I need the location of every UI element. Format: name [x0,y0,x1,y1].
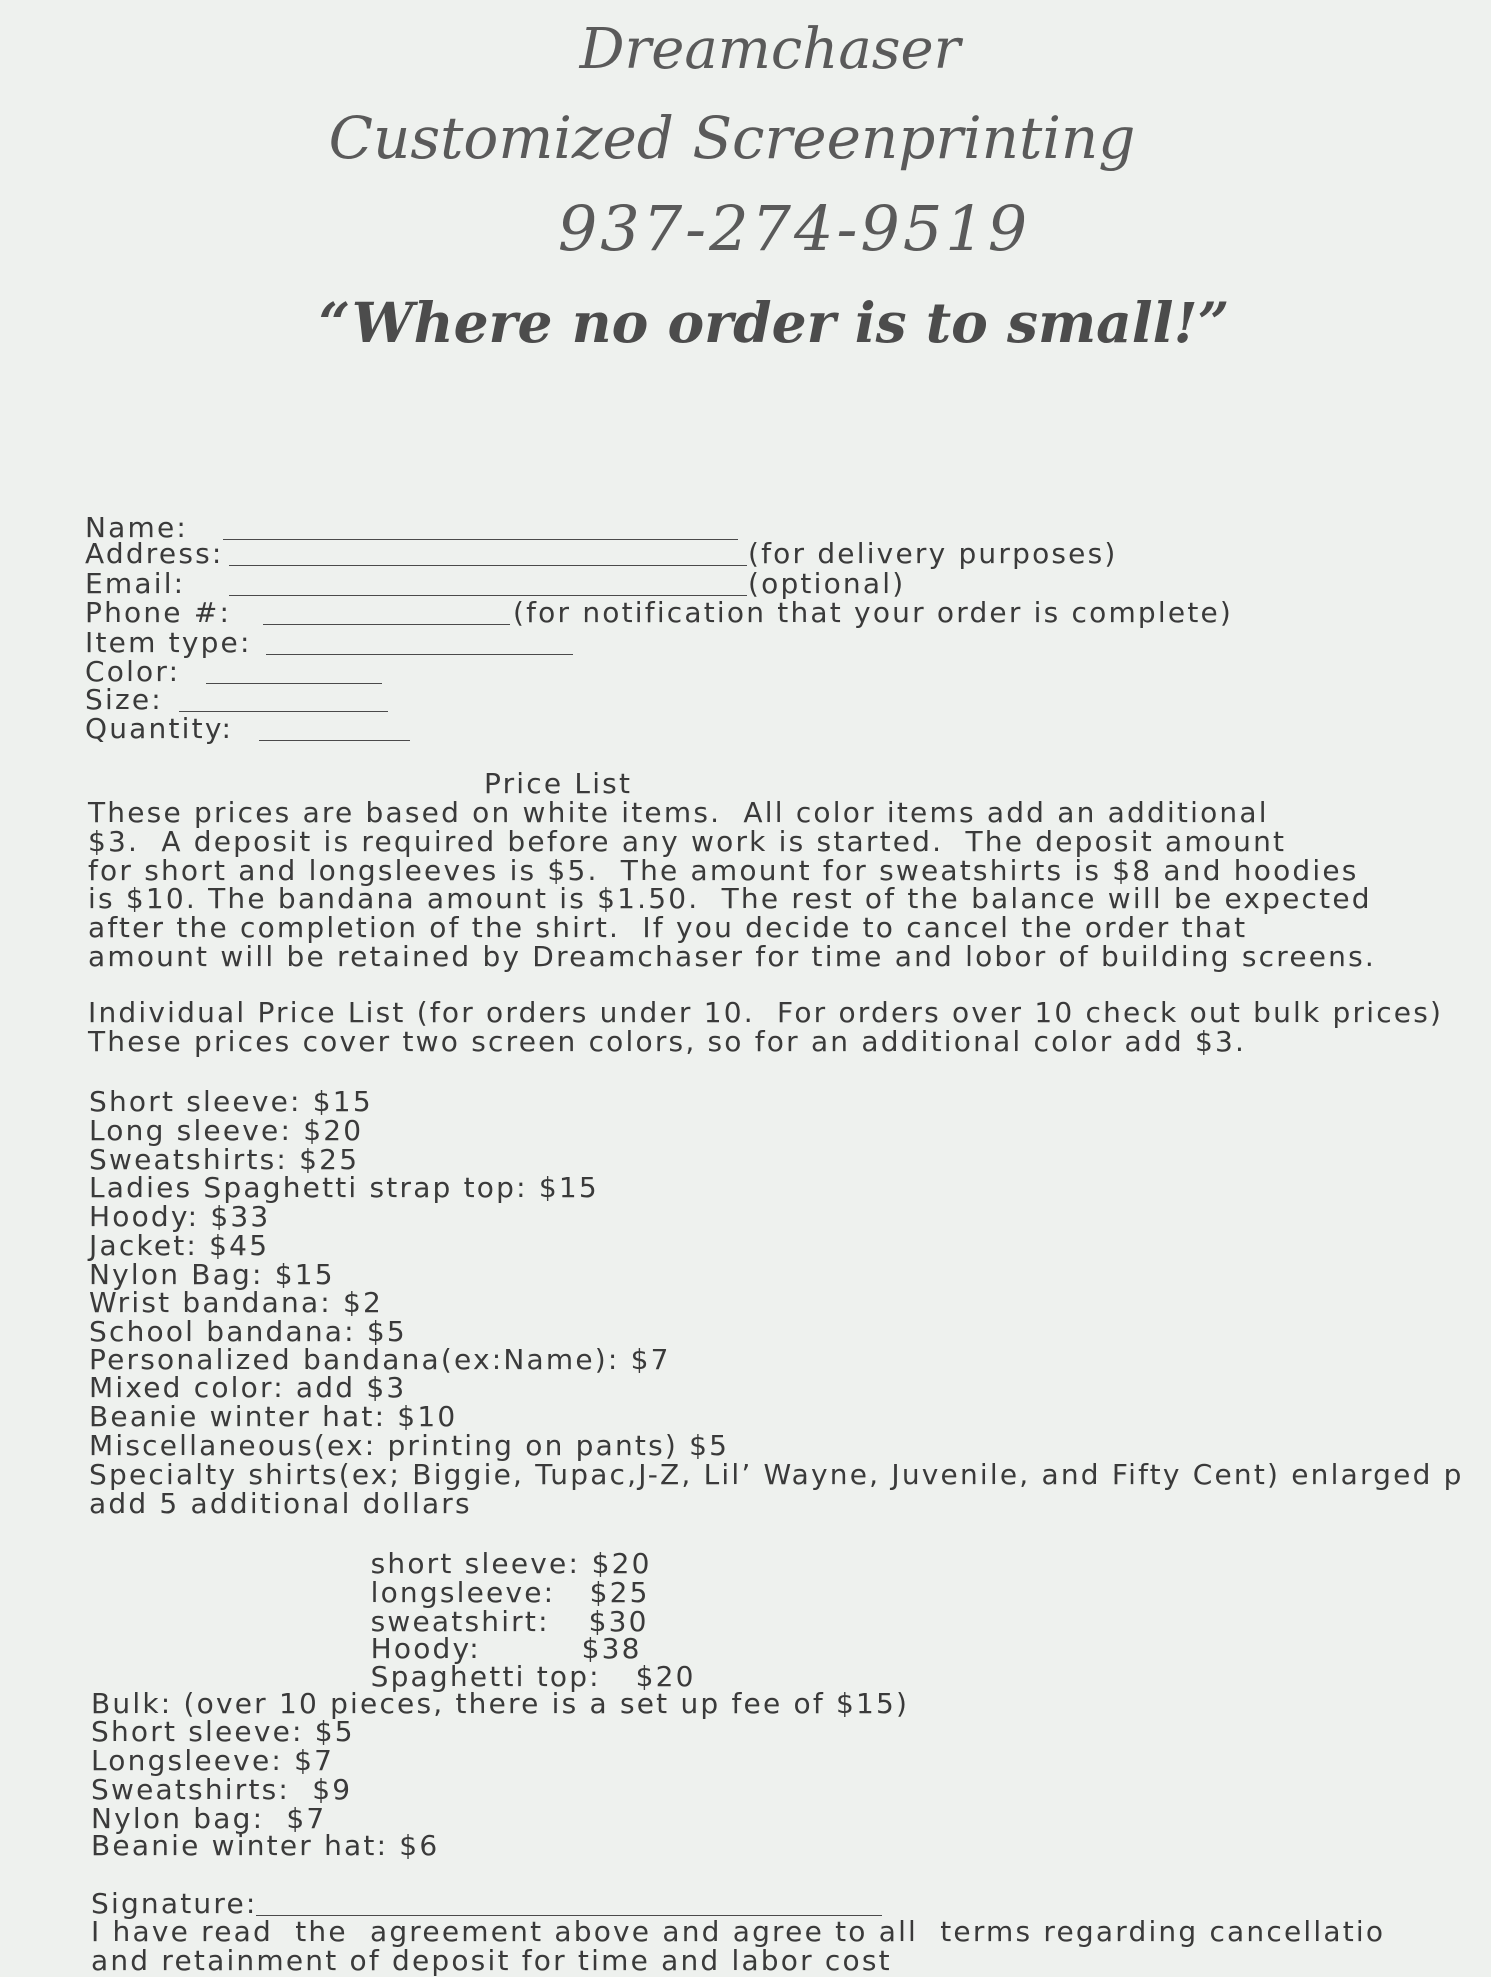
agreement-line-clip [91,1944,1491,1977]
price-item: Ladies Spaghetti strap top: $15 [89,1171,599,1204]
price-item: Miscellaneous(ex: printing on pants) $5 [89,1429,730,1462]
name-label: Name: [85,511,189,544]
individual-note: These prices cover two screen colors, so for an additional color add $3. [88,1025,1247,1058]
individual-heading: Individual Price List (for orders under 10. For orders over 10 check out bulk prices) [88,996,1444,1029]
specialty-item-price: $20 [635,1660,696,1693]
address-label: Address: [85,537,224,570]
email-input[interactable] [229,568,747,596]
bulk-item: Nylon bag: $7 [91,1802,327,1835]
phone-input[interactable] [263,597,510,625]
agreement-line: I have read the agreement above and agree to all terms regarding cancellatio [91,1915,1386,1948]
specialty-price-row [304,1629,696,1693]
specialty-price-row [304,1516,652,1580]
price-terms-line: for short and longsleeves is $5. The amount for sweatshirts is $8 and hoodies [88,854,1359,887]
phone-label: Phone #: [85,596,232,629]
price-item: Wrist bandana: $2 [89,1286,384,1319]
quantity-label: Quantity: [85,712,234,745]
signature-label: Signature: [91,1887,258,1920]
bulk-heading: Bulk: (over 10 pieces, there is a set up fee of $15) [91,1687,910,1720]
specialty-item-label: longsleeve: [370,1576,556,1609]
price-item: Long sleeve: $20 [89,1114,364,1147]
item-type-label: Item type: [85,626,252,659]
specialty-item-price: $25 [589,1576,650,1609]
size-label: Size: [85,683,163,716]
bulk-item: Sweatshirts: $9 [91,1773,353,1806]
email-note: (optional) [748,567,906,600]
specialty-item-price: $20 [591,1547,652,1580]
item-type-input[interactable] [266,627,573,655]
price-item: Hoody: $33 [89,1200,271,1233]
price-terms-line: after the completion of the shirt. If you decide to cancel the order that [88,911,1248,944]
specialty-item-price: $38 [581,1632,642,1665]
specialty-item-label: Hoody: [370,1632,481,1665]
size-input[interactable] [179,684,388,712]
specialty-continuation: add 5 additional dollars [89,1487,472,1520]
bulk-item: Short sleeve: $5 [91,1715,355,1748]
price-list-heading: Price List [484,767,633,800]
signature-input[interactable] [256,1888,882,1916]
specialty-shirts-item: Specialty shirts(ex; Biggie, Tupac,J-Z, Lil’ Wayne, Juvenile, and Fifty Cent) enlarged p [89,1458,1464,1491]
name-input[interactable] [223,512,738,540]
email-label: Email: [85,567,186,600]
price-item: Mixed color: add $3 [89,1371,407,1404]
phone-number: 937-274-9519 [557,192,1031,265]
specialty-item-price: $30 [588,1605,649,1638]
color-input[interactable] [206,656,382,684]
price-terms-line: $3. A deposit is required before any work is started. The deposit amount [88,825,1287,858]
price-terms-line: amount will be retained by Dreamchaser for time and lobor of building screens. [88,940,1377,973]
agreement-line: and retainment of deposit for time and labor cost [91,1944,892,1977]
bulk-item: Longsleeve: $7 [91,1744,335,1777]
price-item: Personalized bandana(ex:Name): $7 [89,1343,671,1376]
price-terms-line: is $10. The bandana amount is $1.50. The rest of the balance will be expected [88,882,1372,915]
specialty-item-label: short sleeve: [370,1547,581,1580]
phone-note: (for notification that your order is complete) [513,596,1234,629]
price-item: Jacket: $45 [89,1229,270,1262]
price-item: Nylon Bag: $15 [89,1258,335,1291]
price-item: Short sleeve: $15 [89,1085,373,1118]
specialty-price-row [304,1545,650,1609]
specialty-item-label: sweatshirt: [370,1605,550,1638]
service-title: Customized Screenprinting [328,104,1136,172]
address-input[interactable] [229,538,747,566]
price-item: School bandana: $5 [89,1315,407,1348]
address-note: (for delivery purposes) [748,537,1118,570]
bulk-item: Beanie winter hat: $6 [91,1829,440,1862]
quantity-input[interactable] [259,713,410,741]
business-name: Dreamchaser [579,17,961,82]
color-label: Color: [85,655,181,688]
slogan: “Where no order is to small!” [318,290,1230,355]
specialty-item-label: Spaghetti top: [370,1660,601,1693]
price-item: Sweatshirts: $25 [89,1143,360,1176]
price-item: Beanie winter hat: $10 [89,1400,458,1433]
price-terms-line: These prices are based on white items. All color items add an additional [88,796,1269,829]
